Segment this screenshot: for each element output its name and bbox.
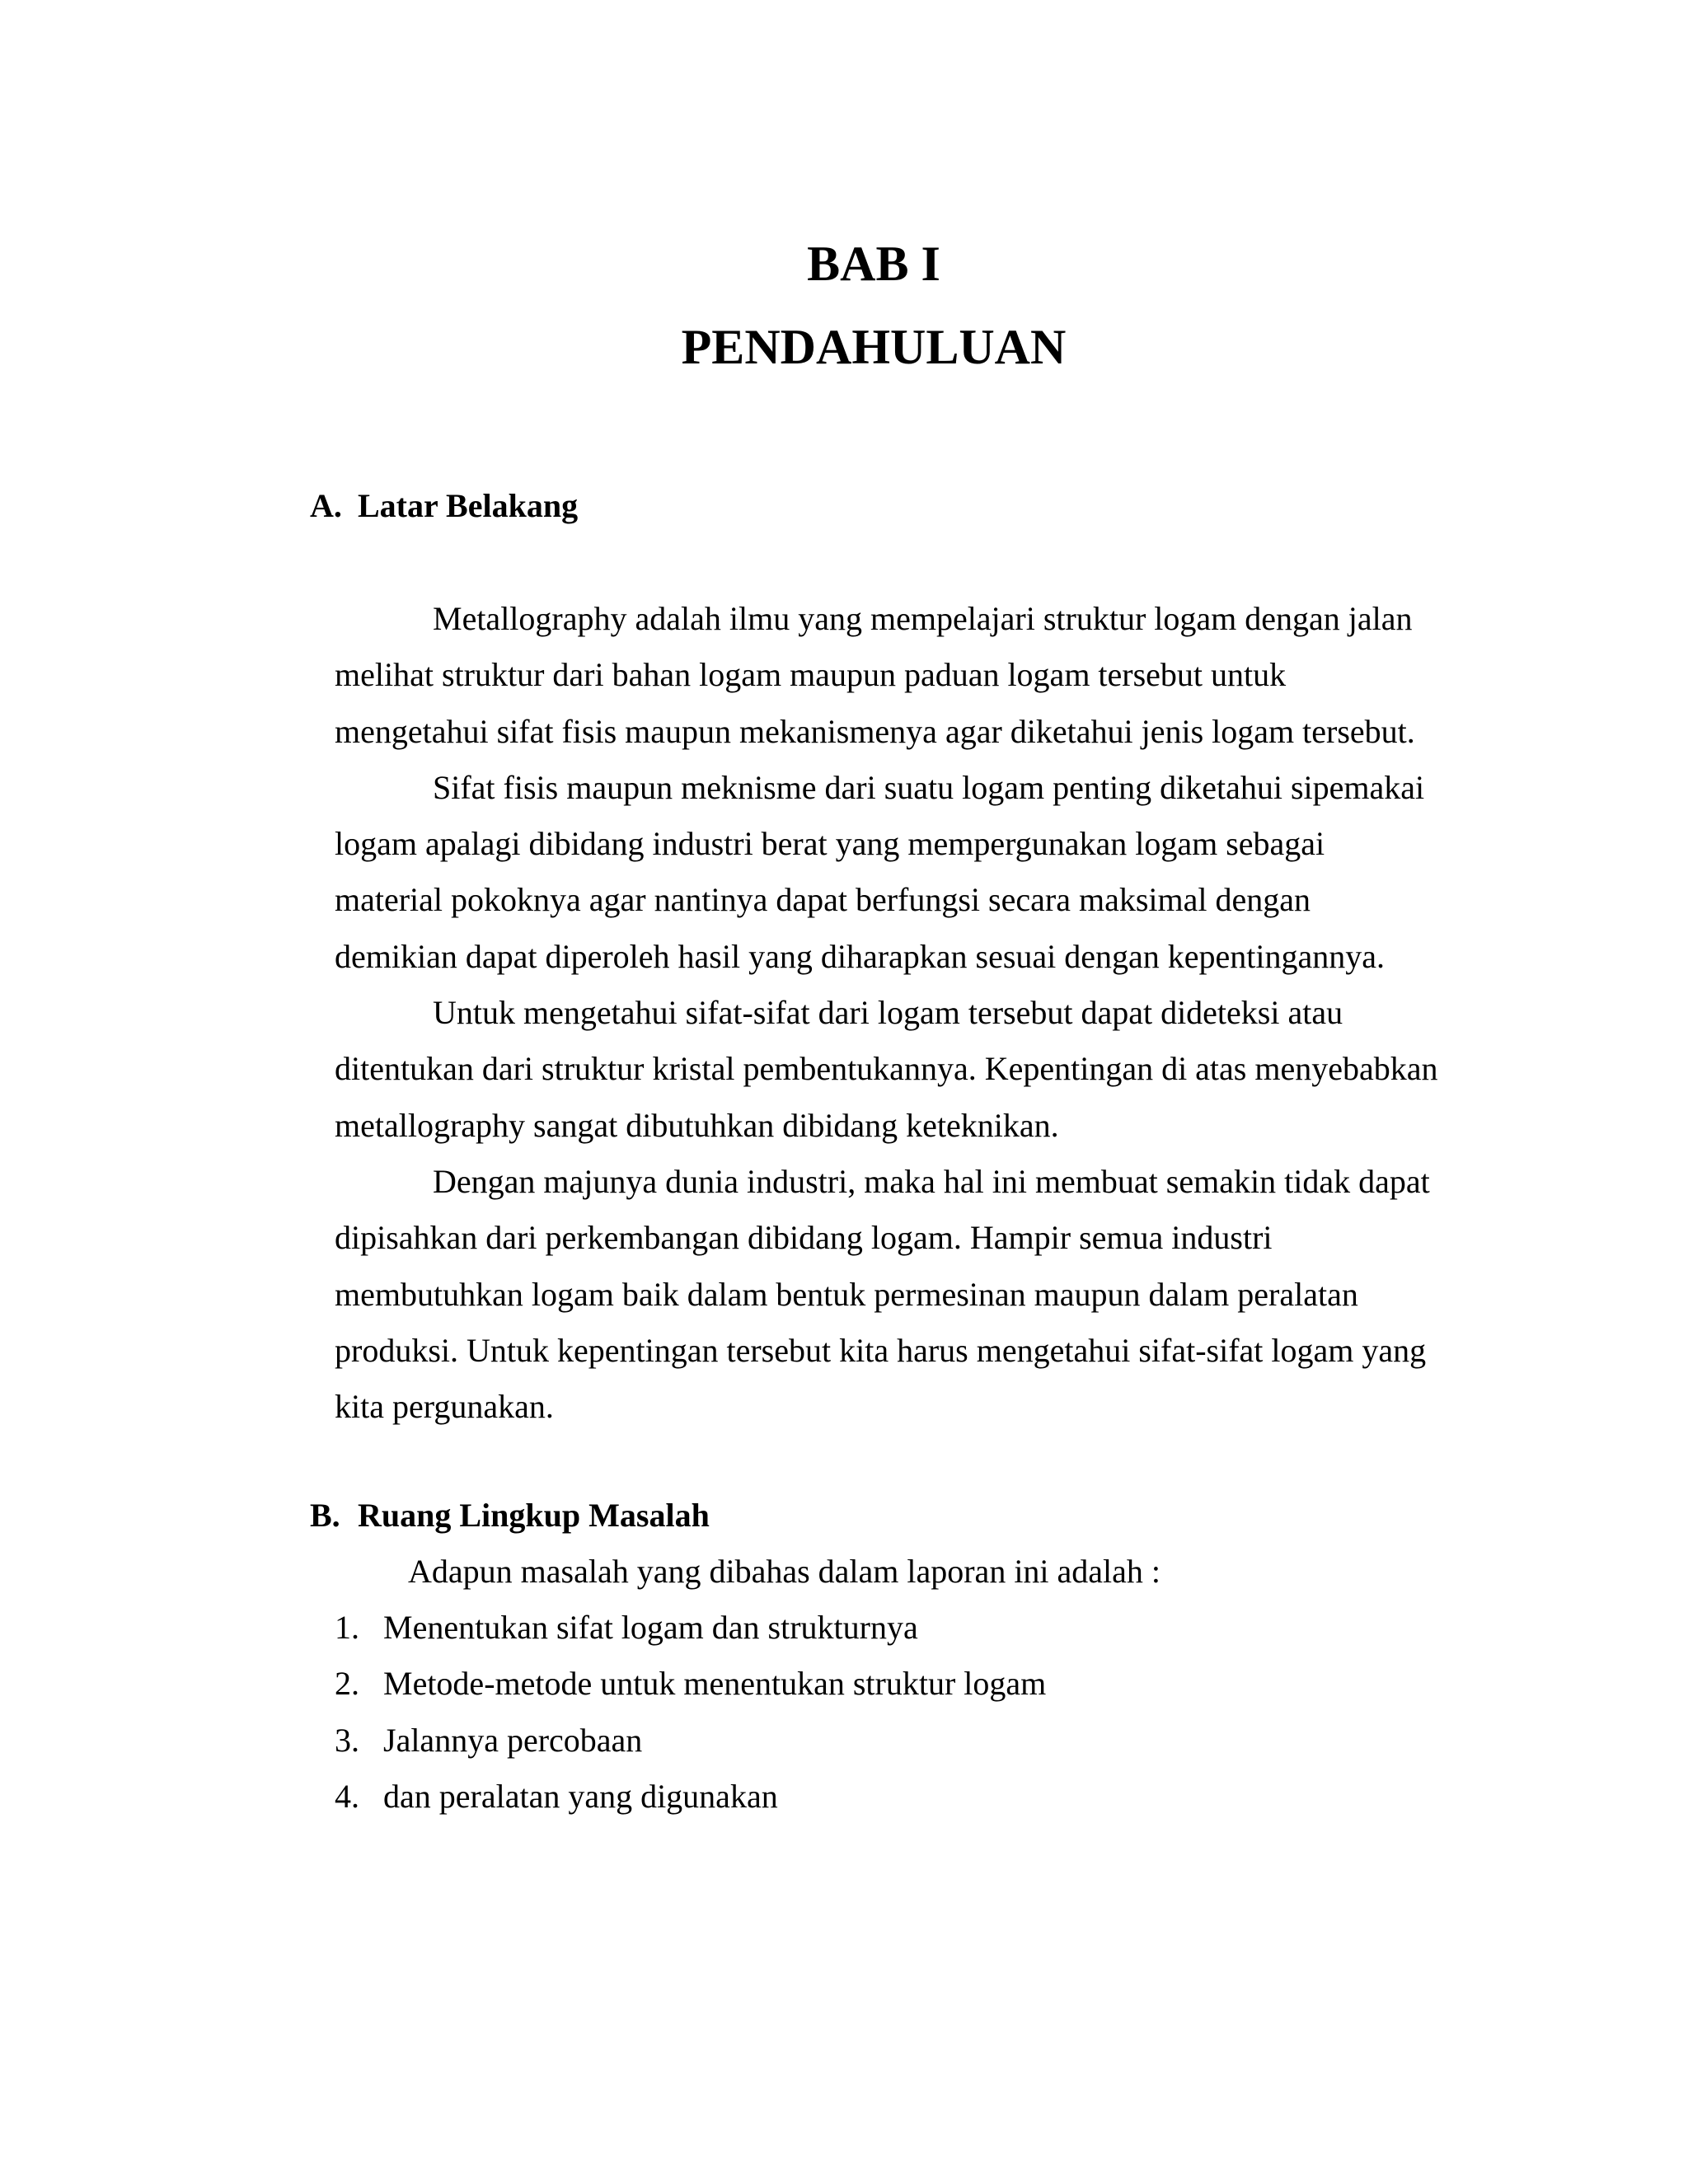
list-item — [335, 1663, 1046, 1719]
scope-intro: Adapun masalah yang dibahas dalam laporan ini adalah : — [408, 1553, 1161, 1590]
section-heading-ruang-lingkup — [310, 1495, 710, 1536]
paragraph: Sifat fisis maupun meknisme dari suatu logam penting diketahui sipemakai logam apalagi dibidang industri berat yang mempergunakan logam sebagai material pokoknya agar nantinya dapat berfungsi secara maksimal dengan demikian dapat diperoleh hasil yang diharapkan sesuai dengan kepentingannya. — [335, 768, 1425, 975]
section-title: Latar Belakang — [358, 487, 579, 524]
paragraph: Dengan majunya dunia industri, maka hal ini membuat semakin tidak dapat dipisahkan dari perkembangan dibidang logam. Hampir semua industri membutuhkan logam baik dalam bentuk permesinan maupun dalam peralatan produksi. Untuk kepentingan tersebut kita harus mengetahui sifat-sifat logam yang kita pergunakan. — [335, 1162, 1430, 1426]
paragraph: Metallography adalah ilmu yang mempelajari struktur logam dengan jalan melihat struktur dari bahan logam maupun paduan logam tersebut untuk mengetahui sifat fisis maupun mekanismenya agar diketahui jenis logam tersebut. — [335, 600, 1415, 750]
list-item — [335, 1607, 1046, 1663]
list-number: 1. — [335, 1609, 359, 1646]
section-letter: A. — [310, 487, 342, 524]
latar-belakang-body — [335, 591, 1439, 1435]
list-text: Metode-metode untuk menentukan struktur logam — [383, 1665, 1047, 1703]
list-item — [335, 1720, 1046, 1776]
scope-list — [335, 1607, 1046, 1832]
paragraph: Untuk mengetahui sifat-sifat dari logam tersebut dapat dideteksi atau ditentukan dari struktur kristal pembentukannya. Kepentingan di atas menyebabkan metallography sangat dibutuhkan dibidang keteknikan. — [335, 994, 1438, 1144]
list-text: Menentukan sifat logam dan strukturnya — [383, 1609, 918, 1646]
list-text: Jalannya percobaan — [383, 1721, 643, 1759]
list-item — [335, 1776, 1046, 1832]
list-number: 3. — [335, 1721, 359, 1759]
list-number: 4. — [335, 1777, 359, 1815]
list-text: dan peralatan yang digunakan — [383, 1777, 778, 1815]
chapter-number: BAB I — [807, 237, 940, 291]
section-letter: B. — [310, 1497, 340, 1534]
chapter-title: PENDAHULUAN — [681, 320, 1067, 374]
section-title: Ruang Lingkup Masalah — [358, 1497, 710, 1534]
list-number: 2. — [335, 1665, 359, 1703]
section-heading-latar-belakang — [310, 485, 578, 527]
